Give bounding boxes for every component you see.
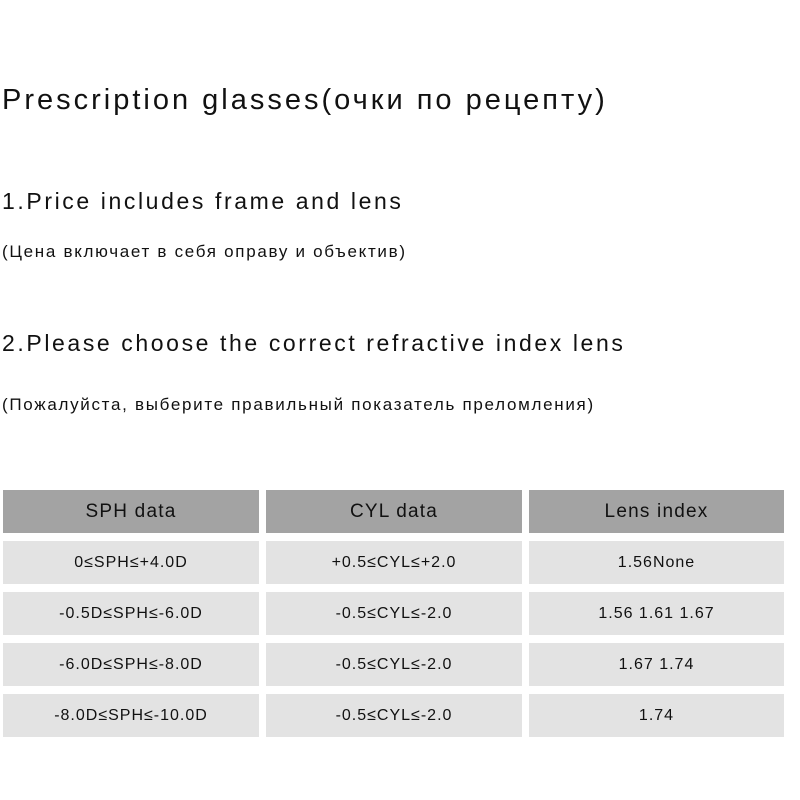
lens-index-cell: 1.67 1.74	[529, 643, 784, 686]
table-row	[3, 592, 790, 635]
cyl-cell: -0.5≤CYL≤-2.0	[266, 643, 522, 686]
lens-choice-note: 2.Please choose the correct refractive index lens	[2, 330, 626, 356]
sph-cell: -6.0D≤SPH≤-8.0D	[3, 643, 259, 686]
lens-spec-table	[3, 490, 790, 745]
price-note: 1.Price includes frame and lens	[2, 188, 404, 214]
sph-cell: -8.0D≤SPH≤-10.0D	[3, 694, 259, 737]
table-row	[3, 541, 790, 584]
cyl-cell: -0.5≤CYL≤-2.0	[266, 694, 522, 737]
table-row	[3, 694, 790, 737]
page-title: Prescription glasses(очки по рецепту)	[2, 84, 608, 116]
column-header-lens-index: Lens index	[529, 490, 784, 533]
table-row	[3, 643, 790, 686]
lens-index-cell: 1.74	[529, 694, 784, 737]
cyl-cell: -0.5≤CYL≤-2.0	[266, 592, 522, 635]
lens-index-cell: 1.56 1.61 1.67	[529, 592, 784, 635]
table-header-row	[3, 490, 790, 533]
column-header-sph: SPH data	[3, 490, 259, 533]
lens-index-cell: 1.56None	[529, 541, 784, 584]
sph-cell: 0≤SPH≤+4.0D	[3, 541, 259, 584]
sph-cell: -0.5D≤SPH≤-6.0D	[3, 592, 259, 635]
lens-choice-note-translation: (Пожалуйста, выберите правильный показатель преломления)	[2, 395, 595, 414]
column-header-cyl: CYL data	[266, 490, 522, 533]
cyl-cell: +0.5≤CYL≤+2.0	[266, 541, 522, 584]
price-note-translation: (Цена включает в себя оправу и объектив)	[2, 242, 407, 261]
